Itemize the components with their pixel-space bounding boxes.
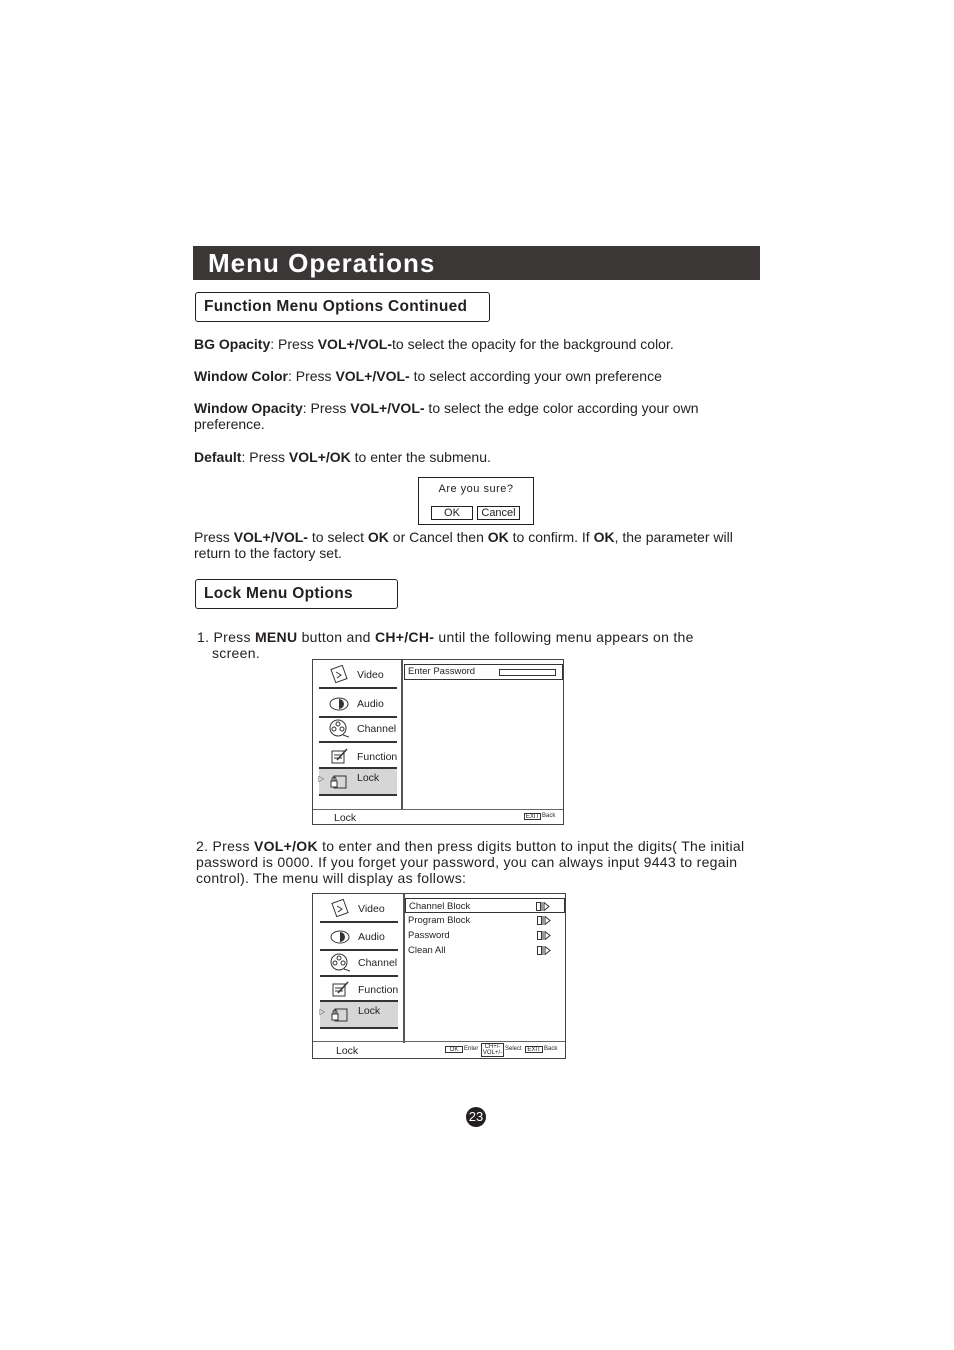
back-hint: Back bbox=[544, 1046, 558, 1052]
sidebar-label: Lock bbox=[358, 1005, 381, 1017]
dialog-question: Are you sure? bbox=[438, 483, 514, 495]
sidebar-item-channel[interactable] bbox=[320, 950, 398, 977]
section-heading-lock-menu bbox=[195, 579, 398, 609]
text: 1. Press bbox=[197, 629, 255, 645]
key: OK bbox=[593, 529, 615, 545]
key: CH+/CH- bbox=[374, 629, 435, 645]
term: BG Opacity bbox=[194, 336, 271, 352]
footer-label: Lock bbox=[334, 812, 357, 824]
text: to enter the submenu. bbox=[350, 449, 491, 465]
sidebar-label: Audio bbox=[357, 698, 384, 710]
sidebar-label: Video bbox=[358, 903, 385, 915]
text: : Press bbox=[302, 400, 351, 416]
sidebar-label: Video bbox=[357, 669, 384, 681]
sidebar-label: Audio bbox=[358, 931, 385, 943]
text: to select the edge color according your own preference. bbox=[194, 400, 699, 432]
exit-key[interactable]: EXIT bbox=[525, 1046, 543, 1053]
key: OK bbox=[487, 529, 509, 545]
divider bbox=[401, 660, 403, 809]
menu-row-clean-all[interactable] bbox=[405, 943, 565, 958]
sidebar-item-channel[interactable] bbox=[319, 716, 397, 743]
text: button and bbox=[297, 629, 375, 645]
sidebar-item-audio[interactable] bbox=[319, 691, 397, 718]
page-title: Menu Operations bbox=[208, 248, 436, 278]
footer-label: Lock bbox=[336, 1045, 359, 1057]
sidebar-label: Function bbox=[358, 984, 399, 996]
vol-key-label: VOL+/- bbox=[482, 1050, 503, 1056]
lock-icon bbox=[329, 771, 349, 791]
ok-button[interactable]: OK bbox=[431, 506, 473, 520]
enter-arrow-icon bbox=[537, 946, 551, 955]
row-label: Password bbox=[408, 930, 450, 941]
default-paragraph bbox=[194, 449, 754, 465]
audio-icon bbox=[330, 926, 350, 946]
text: to confirm. If bbox=[508, 529, 594, 545]
key: MENU bbox=[254, 629, 298, 645]
text: screen. bbox=[212, 645, 261, 661]
window-color-paragraph bbox=[194, 368, 754, 384]
text: to select the opacity for the background color. bbox=[392, 336, 674, 352]
channel-icon bbox=[329, 718, 349, 738]
sidebar-item-lock[interactable] bbox=[319, 767, 397, 796]
enter-hint: Enter bbox=[464, 1046, 479, 1052]
sidebar-label: Lock bbox=[357, 772, 380, 784]
key: VOL+/VOL- bbox=[233, 529, 308, 545]
text: : Press bbox=[241, 449, 289, 465]
text: : Press bbox=[270, 336, 318, 352]
section-title: Lock Menu Options bbox=[204, 585, 353, 602]
section-heading-function-continued bbox=[195, 292, 490, 322]
menu-footer bbox=[313, 809, 563, 824]
lock-icon bbox=[330, 1004, 350, 1024]
audio-icon bbox=[329, 693, 349, 713]
key: VOL+/VOL- bbox=[335, 368, 410, 384]
field-label: Enter Password bbox=[408, 666, 476, 677]
term: Default bbox=[194, 449, 242, 465]
cancel-button[interactable]: Cancel bbox=[477, 506, 520, 520]
selection-arrow-icon bbox=[318, 774, 326, 784]
ch-vol-key[interactable] bbox=[481, 1043, 504, 1057]
sidebar-label: Function bbox=[357, 751, 398, 763]
sidebar-item-video[interactable] bbox=[319, 662, 397, 689]
lock-menu-screenshot-1 bbox=[312, 659, 564, 825]
password-input[interactable] bbox=[499, 669, 556, 676]
text: or Cancel then bbox=[388, 529, 488, 545]
step1-paragraph bbox=[197, 629, 757, 661]
menu-row-program-block[interactable] bbox=[405, 913, 565, 928]
function-icon bbox=[329, 746, 349, 766]
text: to select according your own preference bbox=[409, 368, 662, 384]
channel-icon bbox=[330, 952, 350, 972]
step2-paragraph bbox=[196, 838, 752, 886]
key: VOL+/VOL- bbox=[350, 400, 425, 416]
row-label: Channel Block bbox=[409, 901, 471, 912]
text: to enter and then press digits button to input the digits( The initial password is 0000. If you forget your password, you can always input 9443 to regain control). The menu will display as follows: bbox=[196, 838, 745, 886]
select-hint: Select bbox=[505, 1046, 522, 1052]
confirm-dialog bbox=[418, 477, 534, 525]
video-icon bbox=[330, 898, 350, 918]
key: VOL+/OK bbox=[288, 449, 351, 465]
menu-footer bbox=[313, 1041, 565, 1058]
key: VOL+/OK bbox=[253, 838, 318, 854]
function-icon bbox=[330, 979, 350, 999]
enter-arrow-icon bbox=[537, 931, 551, 940]
page-header bbox=[193, 246, 760, 280]
menu-row-password[interactable] bbox=[405, 928, 565, 943]
confirm-paragraph bbox=[194, 529, 754, 561]
term: Window Opacity bbox=[194, 400, 303, 416]
ok-key[interactable]: OK bbox=[445, 1046, 463, 1053]
sidebar-label: Channel bbox=[358, 957, 398, 969]
enter-arrow-icon bbox=[536, 902, 550, 911]
exit-hint: Back bbox=[542, 813, 556, 819]
lock-menu-screenshot-2 bbox=[312, 893, 566, 1059]
sidebar-item-lock[interactable] bbox=[320, 1000, 398, 1029]
page-number: 23 bbox=[466, 1107, 486, 1127]
section-title: Function Menu Options Continued bbox=[204, 298, 468, 315]
text: to select bbox=[307, 529, 368, 545]
window-opacity-paragraph bbox=[194, 400, 754, 432]
text: 2. Press bbox=[196, 838, 254, 854]
key: VOL+/VOL- bbox=[317, 336, 393, 352]
bg-opacity-paragraph bbox=[194, 336, 754, 352]
enter-arrow-icon bbox=[537, 916, 551, 925]
exit-key[interactable]: EXIT bbox=[525, 814, 540, 820]
key: OK bbox=[367, 529, 389, 545]
text: Press bbox=[194, 529, 234, 545]
sidebar-label: Channel bbox=[357, 723, 397, 735]
text: : Press bbox=[287, 368, 336, 384]
menu-row-channel-block[interactable] bbox=[405, 898, 565, 913]
text: , the parameter will return to the factory set. bbox=[194, 529, 733, 561]
ch-key-label: CH+/- bbox=[484, 1044, 501, 1050]
term: Window Color bbox=[194, 368, 288, 384]
sidebar-item-video[interactable] bbox=[320, 896, 398, 923]
sidebar-item-audio[interactable] bbox=[320, 924, 398, 951]
password-row bbox=[404, 664, 563, 680]
text: until the following menu appears on the bbox=[434, 629, 694, 645]
row-label: Program Block bbox=[408, 915, 471, 926]
row-label: Clean All bbox=[408, 945, 446, 956]
selection-arrow-icon bbox=[319, 1007, 327, 1017]
video-icon bbox=[329, 664, 349, 684]
